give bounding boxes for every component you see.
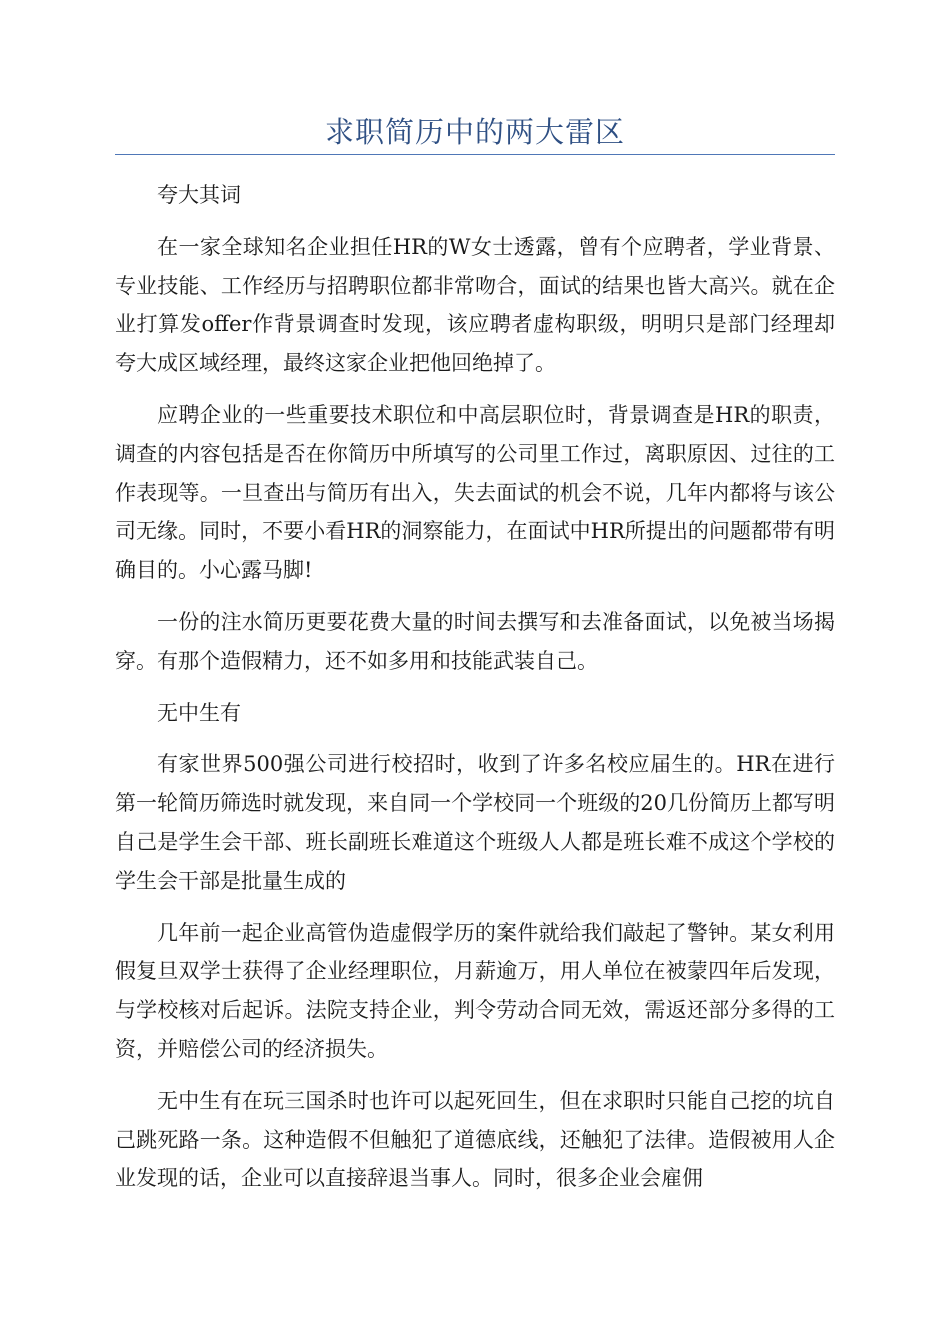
document-title: 求职简历中的两大雷区 <box>324 115 625 149</box>
section-heading: 无中生有 <box>157 700 241 725</box>
paragraph: 有家世界500强公司进行校招时，收到了许多名校应届生的。HR在进行第一轮简历筛选时就发现，来自同一个学校同一个班级的20几份简历上都写明自己是学生会干部、班长副班长难道这个班级人人都是班长难不成这个学校的学生会干部是批量生成的 <box>115 752 835 893</box>
document-body <box>115 176 835 1211</box>
paragraph: 无中生有在玩三国杀时也许可以起死回生，但在求职时只能自己挖的坑自己跳死路一条。这种造假不但触犯了道德底线，还触犯了法律。造假被用人企业发现的话，企业可以直接辞退当事人。同时，很多企业会雇佣 <box>115 1088 835 1191</box>
paragraph: 在一家全球知名企业担任HR的W女士透露，曾有个应聘者，学业背景、专业技能、工作经历与招聘职位都非常吻合，面试的结果也皆大高兴。就在企业打算发offer作背景调查时发现，该应聘者虚构职级，明明只是部门经理却夸大成区域经理，最终这家企业把他回绝掉了。 <box>115 234 835 376</box>
section-heading: 夸大其词 <box>157 183 241 207</box>
paragraph: 一份的注水简历更要花费大量的时间去撰写和去准备面试，以免被当场揭穿。有那个造假精力，还不如多用和技能武装自己。 <box>115 609 835 673</box>
paragraph: 几年前一起企业高管伪造虚假学历的案件就给我们敲起了警钟。某女利用假复旦双学士获得了企业经理职位，月薪逾万，用人单位在被蒙四年后发现，与学校核对后起诉。法院支持企业，判令劳动合同无效，需返还部分多得的工资，并赔偿公司的经济损失。 <box>115 920 835 1061</box>
paragraph: 应聘企业的一些重要技术职位和中高层职位时，背景调查是HR的职责，调查的内容包括是否在你简历中所填写的公司里工作过，离职原因、过往的工作表现等。一旦查出与简历有出入，失去面试的机会不说，几年内都将与该公司无缘。同时，不要小看HR的洞察能力，在面试中HR所提出的问题都带有明确目的。小心露马脚! <box>115 402 835 583</box>
title-underline <box>115 154 835 155</box>
